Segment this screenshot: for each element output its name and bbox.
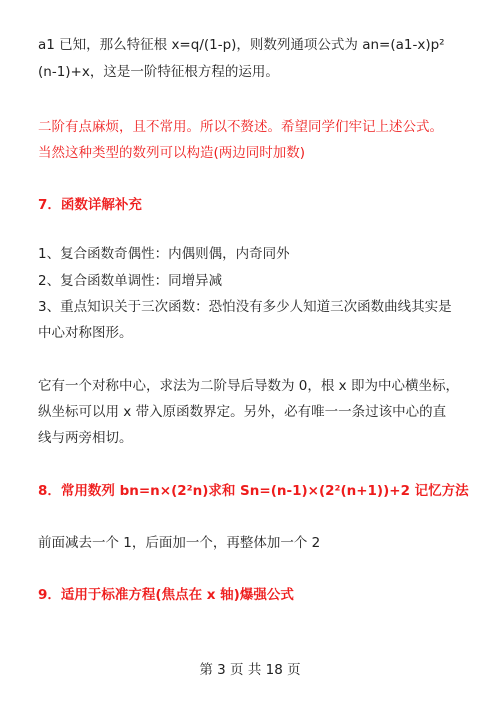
paragraph-line: a1 已知，那么特征根 x=q/(1-p)，则数列通项公式为 an=(a1-x)p² — [38, 37, 445, 53]
section-heading: 7．函数详解补充 — [38, 197, 142, 213]
paragraph-line: (n-1)+x，这是一阶特征根方程的运用。 — [38, 64, 279, 80]
list-item-continuation: 中心对称图形。 — [38, 325, 133, 341]
paragraph-line: 它有一个对称中心，求法为二阶导后导数为 0，根 x 即为中心横坐标， — [38, 378, 459, 394]
list-item: 1、复合函数奇偶性：内偶则偶，内奇同外 — [38, 246, 290, 262]
paragraph-line: 纵坐标可以用 x 带入原函数界定。另外，必有唯一一条过该中心的直 — [38, 404, 447, 420]
page-number: 第 3 页 共 18 页 — [199, 662, 301, 678]
paragraph-line: 前面减去一个 1，后面加一个，再整体加一个 2 — [38, 535, 321, 551]
note-line: 二阶有点麻烦，且不常用。所以不赘述。希望同学们牢记上述公式。 — [38, 119, 443, 135]
list-item: 2、复合函数单调性：同增异减 — [38, 273, 223, 289]
section-heading: 8．常用数列 bn=n×(2²n)求和 Sn=(n-1)×(2²(n+1))+2 记忆方法 — [38, 483, 469, 499]
section-heading: 9．适用于标准方程(焦点在 x 轴)爆强公式 — [38, 587, 294, 603]
list-item: 3、重点知识关于三次函数：恐怕没有多少人知道三次函数曲线其实是 — [38, 299, 452, 315]
note-line: 当然这种类型的数列可以构造(两边同时加数) — [38, 145, 306, 161]
paragraph-line: 线与两旁相切。 — [38, 430, 133, 446]
